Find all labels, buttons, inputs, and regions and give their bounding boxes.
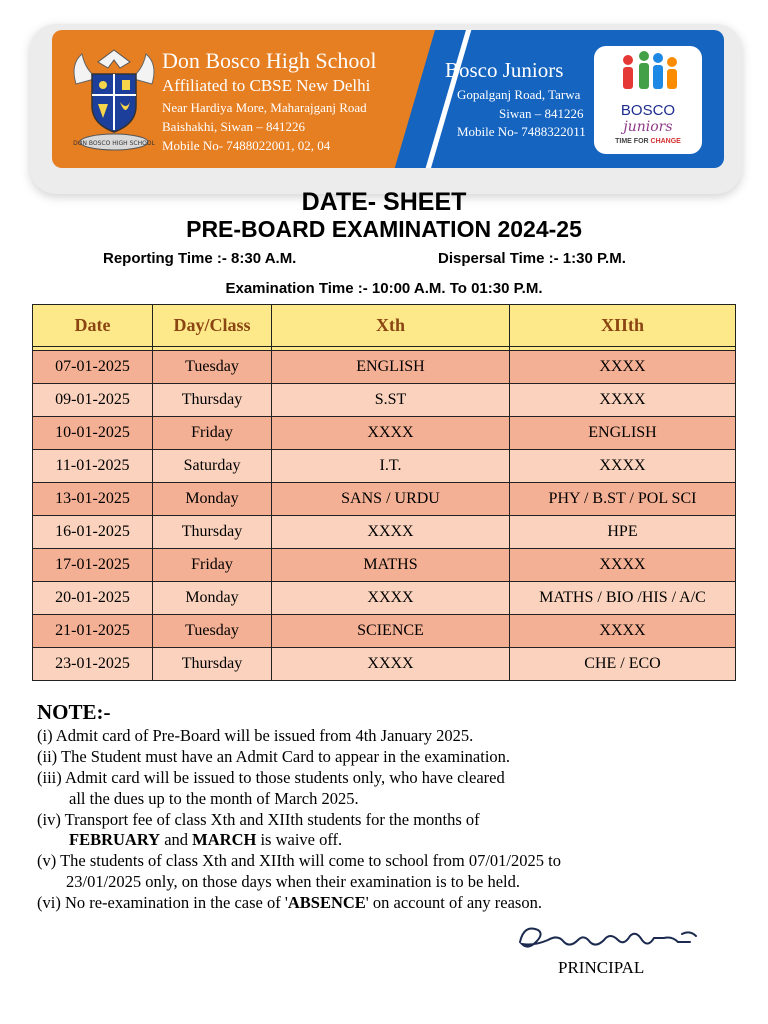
cell-xth: ENGLISH <box>272 351 510 384</box>
cell-xth: XXXX <box>272 516 510 549</box>
cell-date: 07-01-2025 <box>33 351 153 384</box>
page-subtitle: PRE-BOARD EXAMINATION 2024-25 <box>186 216 582 242</box>
logo-tagline-part2: CHANGE <box>650 138 681 145</box>
date-sheet-table <box>32 304 736 681</box>
principal-title: PRINCIPAL <box>558 958 645 977</box>
logo-word: BOSCO <box>620 102 676 119</box>
juniors-address-line1: Gopalganj Road, Tarwa <box>457 87 581 102</box>
cell-date: 21-01-2025 <box>33 615 153 648</box>
cell-date: 10-01-2025 <box>33 417 153 450</box>
cell-xiith: XXXX <box>510 450 736 483</box>
cell-xth: XXXX <box>272 582 510 615</box>
table-row <box>33 483 736 516</box>
cell-xiith: MATHS / BIO /HIS / A/C <box>510 582 736 615</box>
reporting-time: Reporting Time :- 8:30 A.M. <box>103 250 297 267</box>
svg-text:DON BOSCO HIGH SCHOOL: DON BOSCO HIGH SCHOOL <box>73 140 155 147</box>
note-6-post: ' on account of any reason. <box>365 893 542 912</box>
logo-script: juniors <box>623 119 673 135</box>
header-xth: Xth <box>272 305 510 347</box>
note-3-line1: (iii) Admit card will be issued to those students only, who have cleared <box>37 768 505 787</box>
table-row <box>33 417 736 450</box>
cell-xiith: HPE <box>510 516 736 549</box>
school-mobile: Mobile No- 7488022001, 02, 04 <box>162 138 331 153</box>
header-date: Date <box>33 305 153 347</box>
note-6-bold: ABSENCE <box>287 893 366 912</box>
cell-xth: S.ST <box>272 384 510 417</box>
table-row <box>33 648 736 681</box>
school-affiliation: Affiliated to CBSE New Delhi <box>162 76 371 95</box>
cell-xiith: XXXX <box>510 549 736 582</box>
note-2: (ii) The Student must have an Admit Card to appear in the examination. <box>37 747 511 766</box>
cell-xiith: ENGLISH <box>510 417 736 450</box>
note-4-rest: is waive off. <box>256 830 343 849</box>
note-4-line1: (iv) Transport fee of class Xth and XIIth students for the months of <box>37 810 480 829</box>
note-4-month1: FEBRUARY <box>69 830 161 849</box>
header-xiith: XIIth <box>510 305 736 347</box>
cell-xth: SANS / URDU <box>272 483 510 516</box>
cell-day: Tuesday <box>153 351 272 384</box>
examination-time: Examination Time :- 10:00 A.M. To 01:30 P.M. <box>225 280 543 297</box>
page-title: DATE- SHEET <box>301 188 467 216</box>
note-3-line2 <box>37 789 359 809</box>
logo-tagline <box>594 138 702 145</box>
note-4-line2 <box>69 830 342 850</box>
school-address-line1: Near Hardiya More, Maharajganj Road <box>162 100 367 115</box>
table-row <box>33 615 736 648</box>
cell-day: Friday <box>153 549 272 582</box>
cell-date: 13-01-2025 <box>33 483 153 516</box>
cell-xth: XXXX <box>272 648 510 681</box>
cell-date: 11-01-2025 <box>33 450 153 483</box>
dispersal-time: Dispersal Time :- 1:30 P.M. <box>438 250 626 267</box>
cell-xiith: XXXX <box>510 615 736 648</box>
table-row <box>33 582 736 615</box>
cell-xth: I.T. <box>272 450 510 483</box>
juniors-address-line2: Siwan – 841226 <box>499 106 584 121</box>
cell-day: Thursday <box>153 384 272 417</box>
notes-title: NOTE:- <box>37 700 111 724</box>
cell-day: Thursday <box>153 516 272 549</box>
juniors-mobile: Mobile No- 7488322011 <box>457 124 586 139</box>
cell-date: 09-01-2025 <box>33 384 153 417</box>
principal-signature <box>514 912 704 962</box>
children-figures-icon <box>594 46 702 106</box>
cell-date: 17-01-2025 <box>33 549 153 582</box>
cell-date: 20-01-2025 <box>33 582 153 615</box>
cell-date: 16-01-2025 <box>33 516 153 549</box>
table-row <box>33 450 736 483</box>
juniors-name: Bosco Juniors <box>445 58 564 82</box>
school-banner <box>52 30 724 168</box>
cell-xiith: PHY / B.ST / POL SCI <box>510 483 736 516</box>
note-3-line2-text: all the dues up to the month of March 2025. <box>69 789 359 808</box>
cell-day: Saturday <box>153 450 272 483</box>
table-row <box>33 549 736 582</box>
note-5-line2: 23/01/2025 only, on those days when their examination is to be held. <box>66 872 520 891</box>
note-4-month2: MARCH <box>192 830 257 849</box>
table-row <box>33 351 736 384</box>
cell-day: Thursday <box>153 648 272 681</box>
note-4-and: and <box>160 830 193 849</box>
bosco-juniors-logo <box>594 46 702 154</box>
cell-xth: MATHS <box>272 549 510 582</box>
school-address-line2: Baishakhi, Siwan – 841226 <box>162 119 305 134</box>
logo-tagline-part1: TIME FOR <box>615 138 651 145</box>
table-header-row <box>33 305 736 347</box>
school-crest-icon <box>68 44 160 156</box>
cell-xiith: XXXX <box>510 351 736 384</box>
cell-day: Monday <box>153 483 272 516</box>
cell-xth: SCIENCE <box>272 615 510 648</box>
school-name: Don Bosco High School <box>162 48 377 73</box>
header-day-class: Day/Class <box>153 305 272 347</box>
cell-xth: XXXX <box>272 417 510 450</box>
note-1: (i) Admit card of Pre-Board will be issued from 4th January 2025. <box>37 726 474 745</box>
note-6 <box>37 893 542 913</box>
note-6-pre: (vi) No re-examination in the case of ' <box>37 893 288 912</box>
note-5-line1: (v) The students of class Xth and XIIth will come to school from 07/01/2025 to <box>37 851 561 870</box>
table-row <box>33 516 736 549</box>
cell-day: Tuesday <box>153 615 272 648</box>
cell-date: 23-01-2025 <box>33 648 153 681</box>
table-row <box>33 384 736 417</box>
cell-xiith: CHE / ECO <box>510 648 736 681</box>
cell-xiith: XXXX <box>510 384 736 417</box>
cell-day: Monday <box>153 582 272 615</box>
cell-day: Friday <box>153 417 272 450</box>
